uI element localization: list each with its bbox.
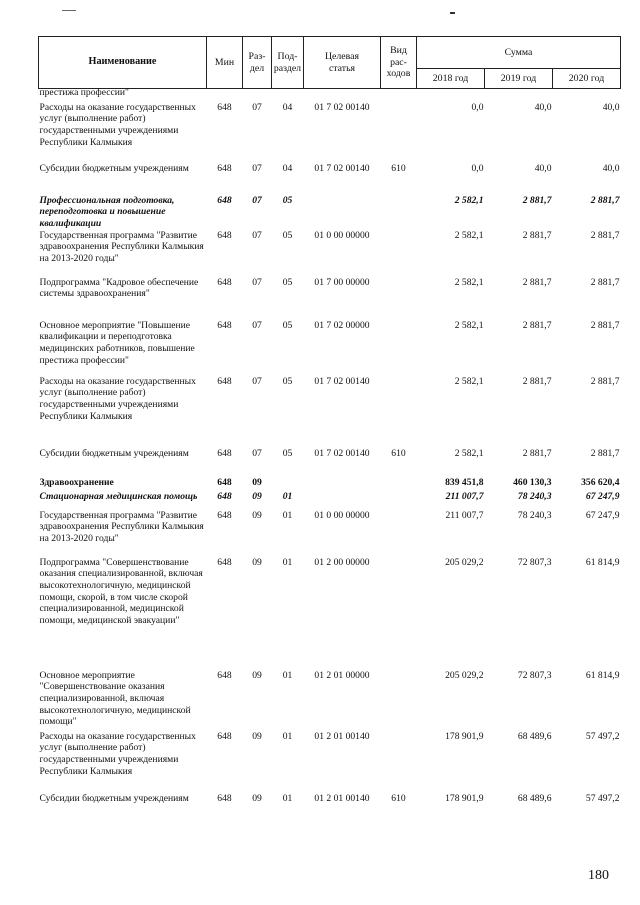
- cell-y2019: 2 881,7: [522, 447, 552, 459]
- table-row: [39, 163, 621, 195]
- cell-min: 648: [217, 276, 232, 288]
- cell-razdel: 09: [252, 490, 262, 502]
- cell-name: Профессиональная подготовка, переподготовка и повышение квалификации: [39, 194, 175, 229]
- cell-target: 01 2 01 00140: [314, 730, 370, 742]
- table-header: [39, 37, 621, 89]
- cell-name: Расходы на оказание государственных услуг (выполнение работ) государственными учреждениями Республики Калмыкия: [39, 730, 196, 777]
- cell-y2018: 205 029,2: [445, 556, 484, 568]
- table-row: [39, 320, 621, 376]
- scan-mark-right: [450, 12, 455, 14]
- cell-vid: [381, 557, 417, 670]
- cell-razdel: 07: [252, 319, 262, 331]
- cell-y2019: 2 881,7: [522, 276, 552, 288]
- table-row: [39, 448, 621, 477]
- cell-name: Субсидии бюджетным учреждениям: [39, 447, 189, 459]
- cell-min: 648: [217, 162, 232, 174]
- cell-podrazdel: 01: [282, 509, 293, 521]
- cell-y2019: 2 881,7: [522, 229, 552, 241]
- cell-razdel: 07: [252, 447, 262, 459]
- cell-vid: [381, 230, 417, 277]
- table-body: [39, 89, 621, 823]
- cell-razdel: 09: [252, 730, 262, 742]
- header-name: Наименование: [39, 37, 207, 89]
- cell-target: 01 2 01 00140: [314, 792, 370, 804]
- table-row: [39, 195, 621, 230]
- cell-y2019: 40,0: [534, 162, 552, 174]
- table-row: [39, 557, 621, 670]
- page-number: 180: [588, 868, 609, 883]
- cell-min: [207, 89, 243, 102]
- cell-name: Субсидии бюджетным учреждениям: [39, 162, 189, 174]
- cell-target: [304, 491, 381, 510]
- cell-razdel: 07: [252, 375, 262, 387]
- cell-podrazdel: 01: [282, 490, 293, 502]
- cell-y2020: 61 814,9: [585, 556, 620, 568]
- cell-y2018: 178 901,9: [445, 730, 484, 742]
- cell-y2018: 2 582,1: [454, 319, 484, 331]
- cell-vid: [381, 320, 417, 376]
- cell-y2020: 67 247,9: [585, 509, 620, 521]
- cell-y2019: 78 240,3: [517, 509, 552, 521]
- cell-y2019: 2 881,7: [522, 375, 552, 387]
- cell-podrazdel: 05: [282, 194, 293, 206]
- table-row: [39, 491, 621, 510]
- table-row: [39, 89, 621, 102]
- cell-y2019: 72 807,3: [517, 669, 552, 681]
- cell-y2018: 178 901,9: [445, 792, 484, 804]
- table-row: [39, 230, 621, 277]
- header-2018: 2018 год: [417, 69, 485, 89]
- cell-y2020: 61 814,9: [585, 669, 620, 681]
- cell-razdel: 09: [252, 556, 262, 568]
- budget-table: [38, 36, 621, 823]
- cell-target: 01 2 00 00000: [314, 556, 370, 568]
- cell-podrazdel: 01: [282, 792, 293, 804]
- cell-razdel: 09: [252, 509, 262, 521]
- cell-y2020: 2 881,7: [590, 194, 620, 206]
- cell-name: Государственная программа "Развитие здравоохранения Республики Калмыкия на 2013-2020 годы": [39, 229, 204, 265]
- cell-min: 648: [217, 319, 232, 331]
- table-row: [39, 731, 621, 793]
- cell-razdel: 09: [252, 669, 262, 681]
- cell-podrazdel: [272, 477, 304, 491]
- table-row: [39, 376, 621, 448]
- cell-y2020: 356 620,4: [581, 476, 620, 488]
- cell-target: 01 7 02 00140: [314, 447, 370, 459]
- header-razdel: Раз- дел: [243, 37, 272, 89]
- cell-vid: [381, 195, 417, 230]
- cell-min: 648: [217, 509, 232, 521]
- cell-target: 01 0 00 00000: [314, 509, 370, 521]
- cell-target: [304, 89, 381, 102]
- cell-min: 648: [217, 194, 232, 206]
- cell-vid: [381, 277, 417, 320]
- cell-y2019: 460 130,3: [513, 476, 552, 488]
- cell-y2020: 2 881,7: [590, 319, 620, 331]
- cell-y2020: 2 881,7: [590, 276, 620, 288]
- cell-vid: [381, 477, 417, 491]
- cell-target: 01 0 00 00000: [314, 229, 370, 241]
- cell-razdel: 07: [252, 194, 262, 206]
- cell-podrazdel: 01: [282, 669, 293, 681]
- cell-name: Стационарная медицинская помощь: [39, 490, 198, 502]
- cell-y2018: 2 582,1: [454, 194, 484, 206]
- cell-y2018: 2 582,1: [454, 229, 484, 241]
- scan-mark-left: [62, 10, 76, 11]
- cell-razdel: 09: [252, 476, 262, 488]
- cell-target: 01 2 01 00000: [314, 669, 370, 681]
- cell-podrazdel: 01: [282, 730, 293, 742]
- cell-target: 01 7 02 00140: [314, 162, 370, 174]
- cell-min: 648: [217, 375, 232, 387]
- header-summa: Сумма: [417, 37, 621, 69]
- cell-y2019: 68 489,6: [517, 730, 552, 742]
- cell-y2020: 67 247,9: [585, 490, 620, 502]
- cell-podrazdel: 05: [282, 375, 293, 387]
- cell-y2018: 2 582,1: [454, 375, 484, 387]
- cell-name: Расходы на оказание государственных услуг (выполнение работ) государственными учреждениями Республики Калмыкия: [39, 101, 196, 148]
- cell-min: 648: [217, 229, 232, 241]
- cell-razdel: 07: [252, 101, 262, 113]
- cell-vid: [381, 510, 417, 557]
- cell-min: 648: [217, 792, 232, 804]
- cell-y2018: 211 007,7: [445, 509, 484, 521]
- cell-podrazdel: 04: [282, 162, 293, 174]
- table-row: [39, 477, 621, 491]
- cell-y2020: 40,0: [602, 101, 620, 113]
- cell-y2019: 2 881,7: [522, 194, 552, 206]
- cell-min: 648: [217, 447, 232, 459]
- cell-razdel: 07: [252, 276, 262, 288]
- cell-y2020: 2 881,7: [590, 447, 620, 459]
- cell-target: 01 7 02 00140: [314, 101, 370, 113]
- cell-name: Основное мероприятие "Повышение квалификации и переподготовка медицинских работников, повышение престижа профессии": [39, 319, 195, 366]
- table-row: [39, 510, 621, 557]
- cell-razdel: [243, 89, 272, 102]
- cell-razdel: 07: [252, 162, 262, 174]
- cell-target: 01 7 02 00000: [314, 319, 370, 331]
- cell-min: 648: [217, 490, 232, 502]
- cell-y2019: 2 881,7: [522, 319, 552, 331]
- header-2019: 2019 год: [485, 69, 553, 89]
- cell-y2020: 57 497,2: [585, 792, 620, 804]
- cell-target: [304, 477, 381, 491]
- cell-podrazdel: 05: [282, 319, 293, 331]
- cell-y2018: 0,0: [471, 162, 484, 174]
- cell-vid: [381, 731, 417, 793]
- cell-podrazdel: 05: [282, 447, 293, 459]
- cell-vid: [381, 376, 417, 448]
- cell-name: Подпрограмма "Совершенствование оказания специализированной, включая высокотехнологичную, медицинской помощи, скорой, в том числе скорой специализированной, медицинской помощи, медицинской эвакуации": [39, 556, 203, 627]
- cell-vid: [381, 102, 417, 163]
- cell-y2019: [485, 89, 553, 102]
- cell-y2019: 78 240,3: [517, 490, 552, 502]
- cell-target: 01 7 00 00000: [314, 276, 370, 288]
- cell-name: престижа профессии": [39, 87, 129, 98]
- cell-y2018: 2 582,1: [454, 276, 484, 288]
- cell-podrazdel: [272, 89, 304, 102]
- cell-y2018: 205 029,2: [445, 669, 484, 681]
- header-2020: 2020 год: [553, 69, 621, 89]
- cell-name: Государственная программа "Развитие здравоохранения Республики Калмыкия на 2013-2020 годы": [39, 509, 204, 545]
- header-target: Целевая статья: [304, 37, 381, 89]
- cell-y2020: 57 497,2: [585, 730, 620, 742]
- header-vid: Вид рас- ходов: [381, 37, 417, 89]
- cell-y2020: 2 881,7: [590, 229, 620, 241]
- cell-vid: 610: [391, 162, 406, 174]
- cell-y2019: 72 807,3: [517, 556, 552, 568]
- cell-y2020: [553, 89, 621, 102]
- header-min: Мин: [207, 37, 243, 89]
- cell-podrazdel: 01: [282, 556, 293, 568]
- cell-razdel: 07: [252, 229, 262, 241]
- cell-y2018: 2 582,1: [454, 447, 484, 459]
- header-podrazdel: Под- раздел: [272, 37, 304, 89]
- cell-podrazdel: 05: [282, 276, 293, 288]
- cell-podrazdel: 04: [282, 101, 293, 113]
- cell-min: 648: [217, 556, 232, 568]
- cell-name: Субсидии бюджетным учреждениям: [39, 792, 189, 804]
- cell-vid: 610: [391, 792, 406, 804]
- cell-y2019: 40,0: [534, 101, 552, 113]
- cell-target: 01 7 02 00140: [314, 375, 370, 387]
- cell-min: 648: [217, 669, 232, 681]
- cell-y2020: 2 881,7: [590, 375, 620, 387]
- table-row: [39, 277, 621, 320]
- cell-y2019: 68 489,6: [517, 792, 552, 804]
- cell-y2018: 839 451,8: [445, 476, 484, 488]
- cell-min: 648: [217, 730, 232, 742]
- cell-vid: [381, 491, 417, 510]
- cell-min: 648: [217, 101, 232, 113]
- cell-podrazdel: 05: [282, 229, 293, 241]
- cell-y2018: [417, 89, 485, 102]
- table-row: [39, 102, 621, 163]
- cell-target: [304, 195, 381, 230]
- table-row: [39, 670, 621, 731]
- cell-vid: [381, 89, 417, 102]
- cell-y2018: 211 007,7: [445, 490, 484, 502]
- cell-vid: 610: [391, 447, 406, 459]
- cell-name: Подпрограмма "Кадровое обеспечение системы здравоохранения": [39, 276, 199, 300]
- table-row: [39, 793, 621, 823]
- cell-vid: [381, 670, 417, 731]
- cell-y2020: 40,0: [602, 162, 620, 174]
- cell-y2018: 0,0: [471, 101, 484, 113]
- cell-min: 648: [217, 476, 232, 488]
- cell-name: Основное мероприятие "Совершенствование оказания специализированной, включая высокотехнологичную, медицинской помощи": [39, 669, 191, 728]
- cell-name: Расходы на оказание государственных услуг (выполнение работ) государственными учреждениями Республики Калмыкия: [39, 375, 196, 422]
- cell-razdel: 09: [252, 792, 262, 804]
- cell-name: Здравоохранение: [39, 476, 114, 488]
